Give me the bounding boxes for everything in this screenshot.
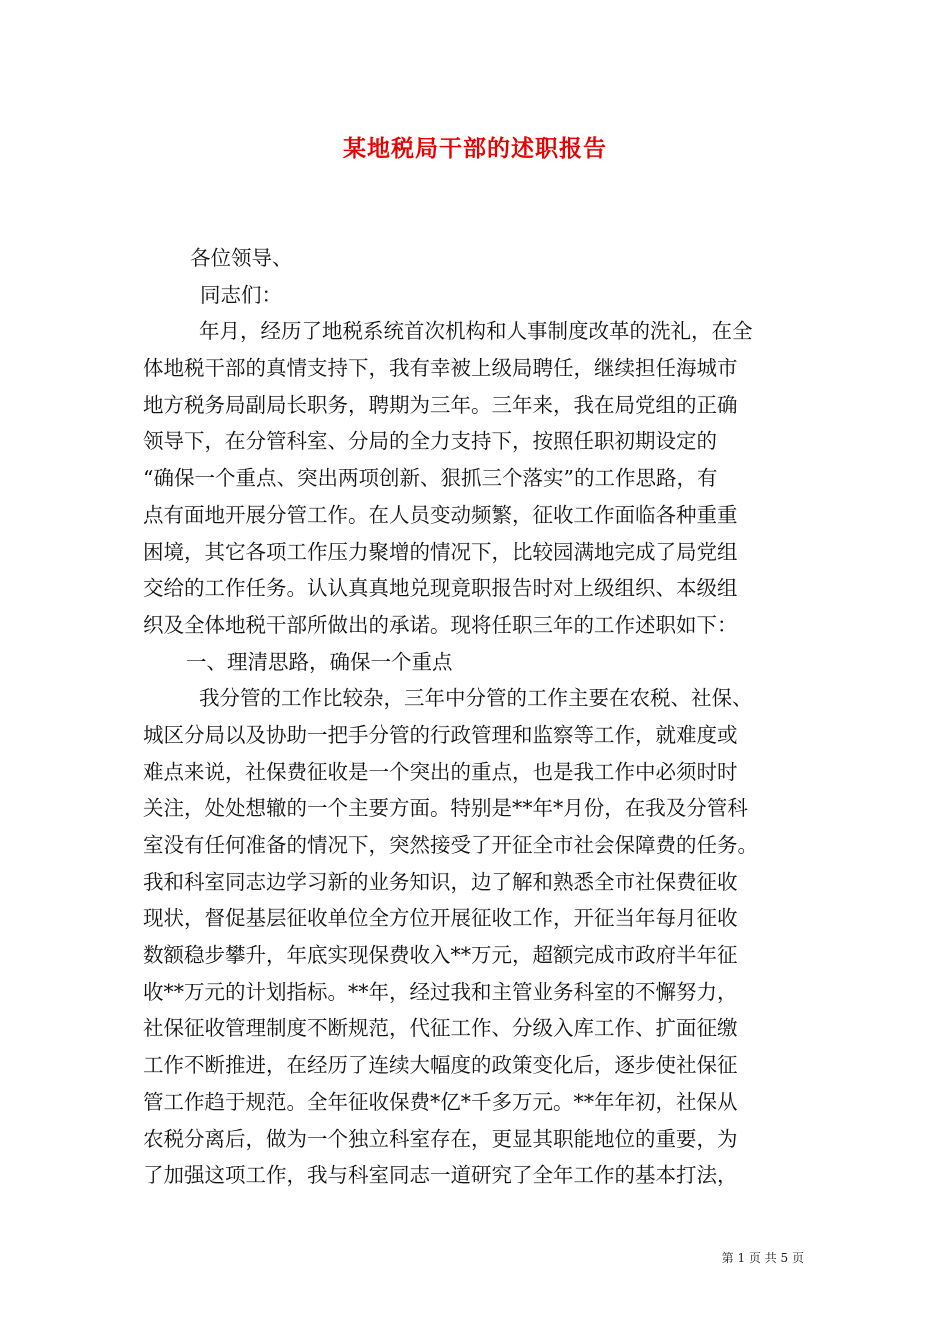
paragraph-2-line: 室没有任何准备的情况下，突然接受了开征全市社会保障费的任务。 (143, 833, 758, 857)
section-heading: 一、理清思路，确保一个重点 (186, 649, 453, 674)
paragraph-1-line: 地方税务局副局长职务，聘期为三年。三年来，我在局党组的正确 (143, 392, 738, 417)
paragraph-2-line: 难点来说，社保费征收是一个突出的重点，也是我工作中必须时时 (143, 759, 738, 784)
paragraph-2-line: 我分管的工作比较杂，三年中分管的工作主要在农税、社保、 (199, 686, 753, 711)
paragraph-2-line: 城区分局以及协助一把手分管的行政管理和监察等工作，就难度或 (143, 722, 738, 747)
paragraph-1-line: 年月，经历了地税系统首次机构和人事制度改革的洗礼，在全 (199, 319, 753, 344)
paragraph-2-line: 现状，督促基层征收单位全方位开展征收工作，开征当年每月征收 (143, 906, 738, 931)
paragraph-2-line: 数额稳步攀升，年底实现保费收入**万元，超额完成市政府半年征 (143, 943, 738, 968)
greeting-line-2: 同志们： (200, 282, 282, 307)
document-title: 某地税局干部的述职报告 (343, 135, 607, 162)
paragraph-2-line: 了加强这项工作，我与科室同志一道研究了全年工作的基本打法， (143, 1163, 738, 1188)
greeting-line-1: 各位领导、 (190, 246, 293, 270)
paragraph-1-line: 体地税干部的真情支持下，我有幸被上级局聘任，继续担任海城市 (143, 356, 738, 381)
paragraph-2-line: 关注，处处想辙的一个主要方面。特别是**年*月份，在我及分管科 (143, 796, 748, 821)
paragraph-2-line: 社保征收管理制度不断规范，代征工作、分级入库工作、扩面征缴 (143, 1016, 738, 1041)
page-number: 第 1 页 共 5 页 (721, 1251, 804, 1265)
document-body (143, 240, 823, 1194)
paragraph-1-line: 织及全体地税干部所做出的承诺。现将任职三年的工作述职如下： (143, 612, 738, 637)
paragraph-2-line: 农税分离后，做为一个独立科室存在，更显其职能地位的重要，为 (143, 1126, 738, 1151)
paragraph-1-line: 交给的工作任务。认认真真地兑现竟职报告时对上级组织、本级组 (143, 576, 738, 601)
paragraph-1-line: “确保一个重点、突出两项创新、狠抓三个落实”的工作思路，有 (143, 466, 718, 491)
paragraph-1-line: 点有面地开展分管工作。在人员变动频繁，征收工作面临各种重重 (143, 502, 738, 527)
paragraph-2-line: 工作不断推进，在经历了连续大幅度的政策变化后，逐步使社保征 (143, 1053, 738, 1078)
paragraph-1-line: 领导下，在分管科室、分局的全力支持下，按照任职初期设定的 (143, 429, 717, 454)
paragraph-2-line: 管工作趋于规范。全年征收保费*亿*千多万元。**年年初，社保从 (143, 1089, 738, 1114)
paragraph-2-line: 收**万元的计划指标。**年，经过我和主管业务科室的不懈努力， (143, 979, 738, 1004)
paragraph-1-line: 困境，其它各项工作压力聚增的情况下，比较园满地完成了局党组 (143, 539, 738, 564)
paragraph-2-line: 我和科室同志边学习新的业务知识，边了解和熟悉全市社保费征收 (143, 869, 738, 894)
